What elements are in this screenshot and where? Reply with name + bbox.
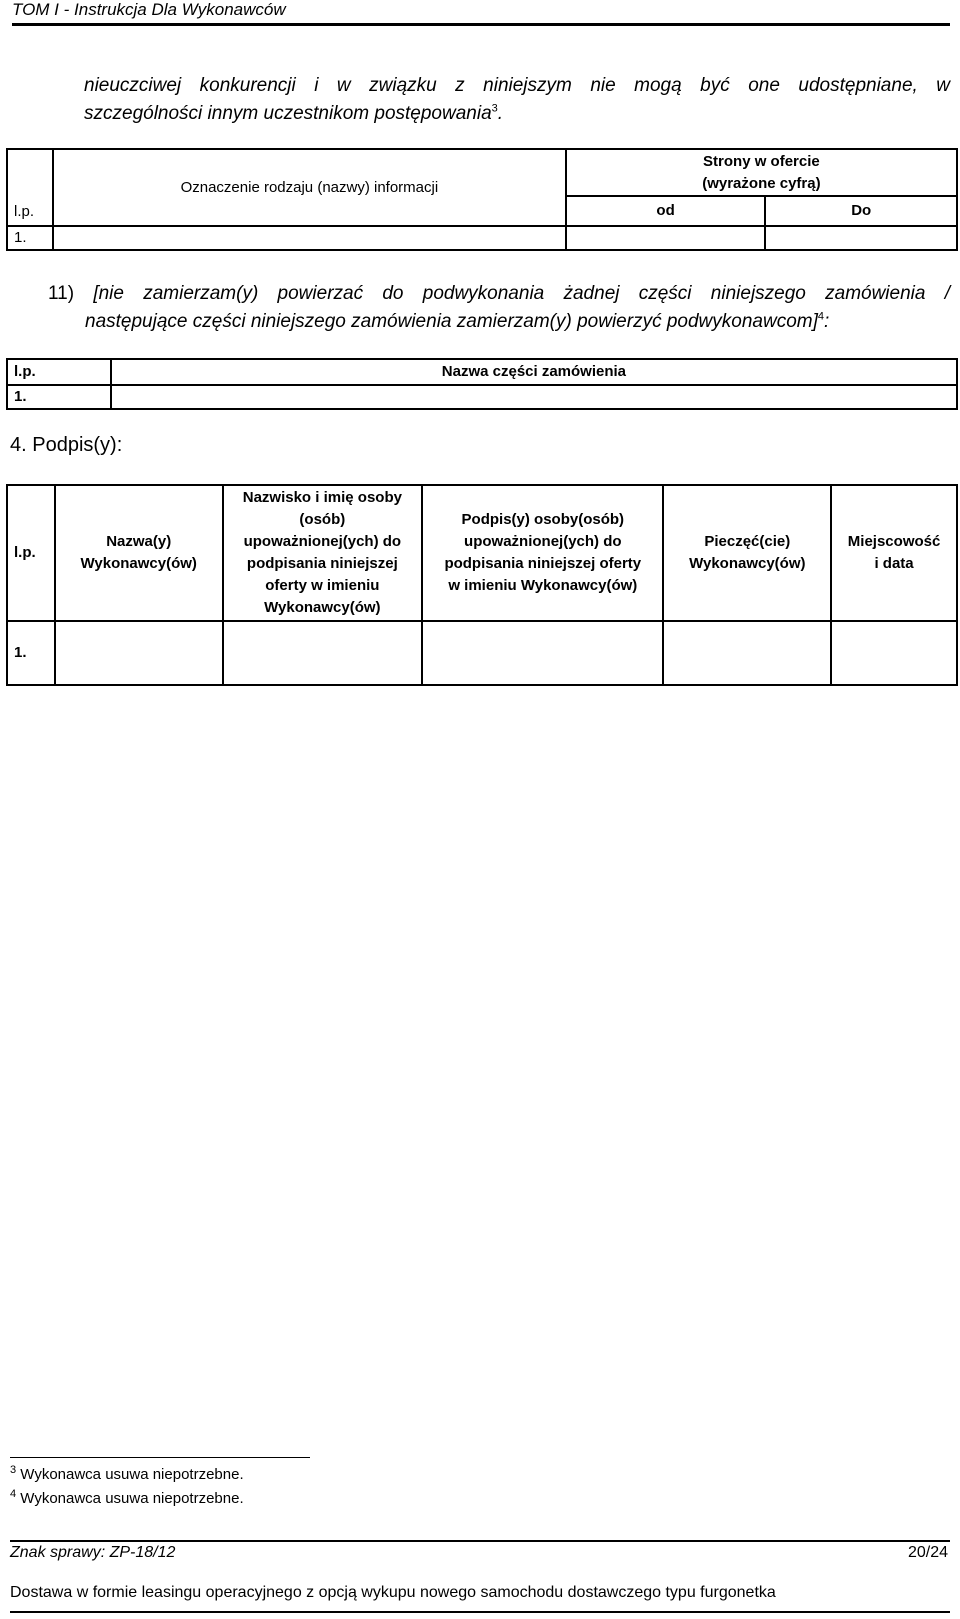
table1-header-lp: l.p. bbox=[7, 149, 53, 226]
table3-header-signature-l4: w imieniu Wykonawcy(ów) bbox=[448, 577, 638, 594]
footnote-3 bbox=[10, 1466, 244, 1483]
table3-header-lp: l.p. bbox=[7, 485, 55, 621]
item-11-line1 bbox=[48, 280, 950, 308]
footnote-ref-4: 4 bbox=[817, 310, 824, 323]
table3-row1-stamp bbox=[663, 621, 831, 685]
table2-header-lp: l.p. bbox=[7, 359, 111, 385]
intro-text-line1: nieuczciwej konkurencji i w związku z niniejszym nie mogą być one udostępniane, w bbox=[84, 75, 950, 96]
table3-header-contractor-l1: Nazwa(y) bbox=[106, 533, 172, 550]
table3-row1-contractor bbox=[55, 621, 223, 685]
table3-header-person-l2: (osób) bbox=[299, 511, 346, 528]
table1-header-pages bbox=[566, 149, 957, 196]
intro-text-line2 bbox=[84, 100, 950, 128]
footer-description: Dostawa w formie leasingu operacyjnego z opcją wykupu nowego samochodu dostawczego typu furgonetka bbox=[10, 1584, 776, 1601]
table3-header-stamp-l2: Wykonawcy(ów) bbox=[689, 555, 806, 572]
item-11-line1-text: [nie zamierzam(y) powierzać do podwykonania żadnej części niniejszego zamówienia / bbox=[93, 283, 950, 304]
table1-row1-from bbox=[566, 226, 766, 250]
table3-header-person bbox=[223, 485, 423, 621]
intro-text-line2-end: . bbox=[497, 103, 504, 124]
table3-header-signature-l3: podpisania niniejszej oferty bbox=[444, 555, 642, 572]
table1-header-to: Do bbox=[765, 196, 957, 226]
table3-header-place-l1: Miejscowość bbox=[847, 533, 941, 550]
table1-header-from: od bbox=[566, 196, 766, 226]
item-11-line2 bbox=[48, 308, 950, 336]
table3-header-signature-l2: upoważnionej(ych) do bbox=[464, 533, 622, 550]
footnote-4-number: 4 bbox=[10, 1488, 17, 1500]
section-4-title: 4. Podpis(y): bbox=[10, 434, 123, 456]
table1-header-pages-l1: Strony w ofercie bbox=[703, 152, 820, 170]
table3-header-place bbox=[831, 485, 957, 621]
table2-header-name: Nazwa części zamówienia bbox=[111, 359, 957, 385]
item-11-line2-end: : bbox=[824, 311, 830, 332]
footnote-4 bbox=[10, 1490, 244, 1507]
footer-case-number: Znak sprawy: ZP-18/12 bbox=[10, 1544, 176, 1561]
table3-header-signature-l1: Podpis(y) osoby(osób) bbox=[461, 511, 625, 528]
table3-row1-person bbox=[223, 621, 423, 685]
confidential-info-table bbox=[6, 148, 958, 251]
table2-row1-lp: 1. bbox=[7, 385, 111, 409]
intro-text-line2-body: szczególności innym uczestnikom postępowania bbox=[84, 103, 492, 124]
table1-header-pages-l2: (wyrażone cyfrą) bbox=[702, 174, 821, 192]
table1-row1-lp: 1. bbox=[7, 226, 53, 250]
table3-header-contractor bbox=[55, 485, 223, 621]
item-11-line2-text: następujące części niniejszego zamówienia zamierzam(y) powierzyć podwykonawcom] bbox=[85, 311, 818, 332]
footnote-3-text: Wykonawca usuwa niepotrzebne. bbox=[16, 1466, 244, 1483]
footnote-ref-3: 3 bbox=[491, 102, 498, 115]
item-11-paragraph bbox=[48, 280, 950, 336]
table3-header-stamp-l1: Pieczęć(cie) bbox=[704, 533, 791, 550]
table2-row1-name bbox=[111, 385, 957, 409]
table3-header-person-l4: podpisania niniejszej bbox=[246, 555, 398, 572]
table3-header-place-l2: i data bbox=[874, 555, 914, 572]
table3-header-contractor-l2: Wykonawcy(ów) bbox=[80, 555, 197, 572]
footnote-4-text: Wykonawca usuwa niepotrzebne. bbox=[16, 1490, 244, 1507]
header-divider bbox=[12, 23, 950, 26]
table3-row1-lp: 1. bbox=[7, 621, 55, 685]
table3-header-person-l3: upoważnionej(ych) do bbox=[243, 533, 402, 550]
item-11-number: 11) bbox=[48, 283, 75, 304]
table1-row1-to bbox=[765, 226, 957, 250]
footer-page-number: 20/24 bbox=[907, 1544, 948, 1561]
table3-header-stamp bbox=[663, 485, 831, 621]
table1-row1-name bbox=[53, 226, 566, 250]
table3-header-person-l1: Nazwisko i imię osoby bbox=[242, 489, 402, 506]
footer-divider-top bbox=[10, 1540, 950, 1542]
table3-header-signature bbox=[422, 485, 663, 621]
footnote-divider bbox=[10, 1457, 310, 1458]
table3-header-person-l5: oferty w imieniu bbox=[265, 577, 380, 594]
table3-row1-signature bbox=[422, 621, 663, 685]
table3-header-person-l6: Wykonawcy(ów) bbox=[264, 599, 381, 616]
subcontractor-parts-table bbox=[6, 358, 958, 410]
footer-divider-bottom bbox=[10, 1611, 950, 1613]
table3-row1-place bbox=[831, 621, 957, 685]
signatures-table bbox=[6, 484, 958, 686]
table1-header-name: Oznaczenie rodzaju (nazwy) informacji bbox=[53, 149, 566, 226]
footnote-3-number: 3 bbox=[10, 1464, 17, 1476]
document-header-title: TOM I - Instrukcja Dla Wykonawców bbox=[12, 0, 286, 19]
